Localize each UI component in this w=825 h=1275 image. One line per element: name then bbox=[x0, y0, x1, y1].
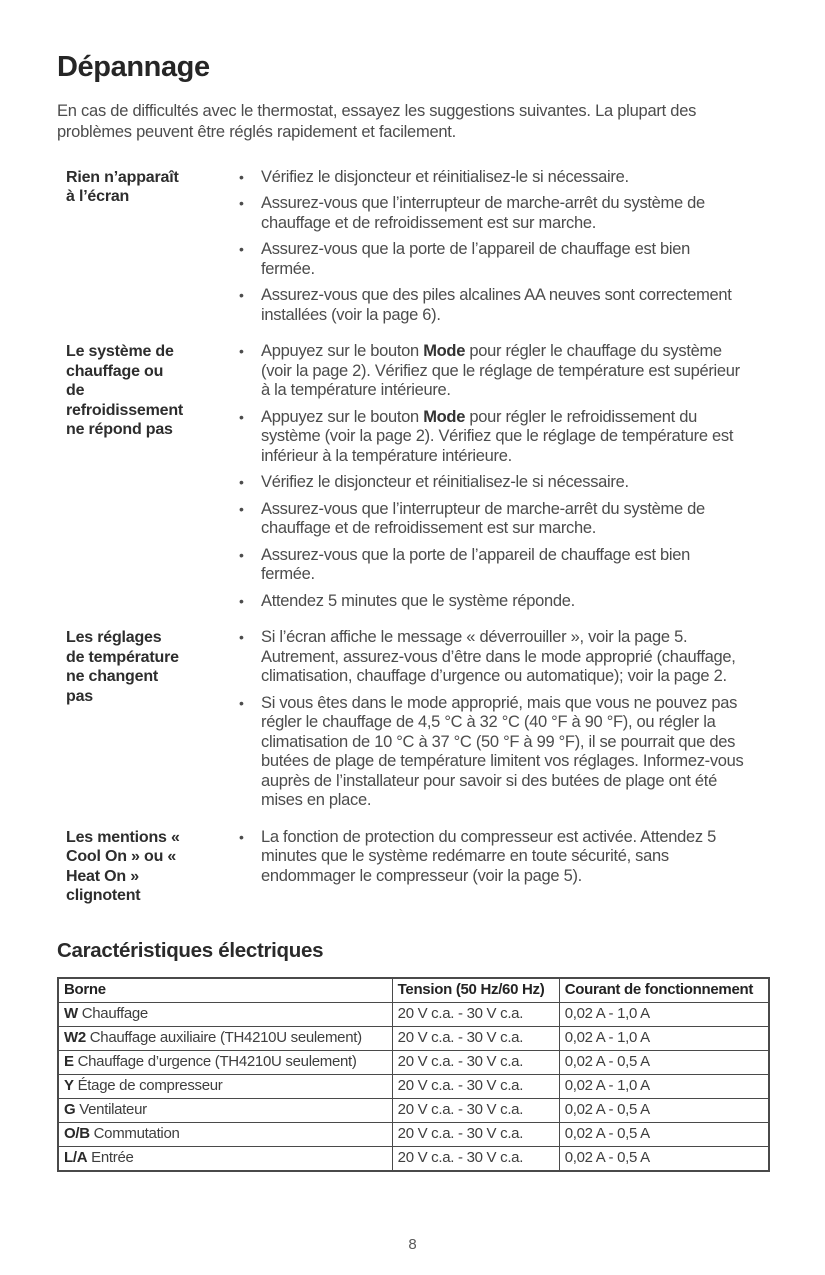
column-header: Courant de fonctionnement bbox=[559, 978, 769, 1003]
cell-borne: W Chauffage bbox=[58, 1002, 392, 1026]
bullet-text: Vérifiez le disjoncteur et réinitialisez-le si nécessaire. bbox=[261, 167, 629, 186]
bullet-item bbox=[237, 694, 744, 811]
electrical-table-body bbox=[58, 1002, 769, 1171]
cell-tension: 20 V c.a. - 30 V c.a. bbox=[392, 1050, 559, 1074]
table-row bbox=[58, 1002, 769, 1026]
bullet-text: Si l’écran affiche le message « déverrouiller », voir la page 5. Autrement, assurez-vous d’être dans le mode approprié (chauffage, climatisation, chauffage d’urgence ou automatique); voir la page 2. bbox=[261, 628, 736, 685]
bullet-text: Si vous êtes dans le mode approprié, mais que vous ne pouvez pas régler le chauffage de 4,5 °C à 32 °C (40 °F à 90 °F), ou régler la climatisation de 10 °C à 37 °C (50 °F à 99 °F), il se pourrait que des butées de plage de température limitent vos réglages. Informez-vous auprès de l’installateur pour savoir si des butées de plage ont été mises en place. bbox=[261, 693, 744, 809]
bullet-item bbox=[237, 240, 744, 279]
bullet-dot: • bbox=[239, 500, 244, 517]
table-row bbox=[58, 1074, 769, 1098]
electrical-heading: Caractéristiques électriques bbox=[57, 938, 324, 962]
cell-tension: 20 V c.a. - 30 V c.a. bbox=[392, 1026, 559, 1050]
bullet-item bbox=[237, 342, 744, 401]
cell-courant: 0,02 A - 0,5 A bbox=[559, 1146, 769, 1171]
cell-borne: L/A Entrée bbox=[58, 1146, 392, 1171]
bullet-text: Appuyez sur le bouton Mode pour régler le chauffage du système (voir la page 2). Vérifiez que le réglage de température est supérieur à la température intérieure. bbox=[261, 342, 740, 399]
bullet-list bbox=[237, 828, 744, 906]
section-label: Les réglages de température ne changent pas bbox=[66, 629, 179, 705]
cell-courant: 0,02 A - 1,0 A bbox=[559, 1074, 769, 1098]
troubleshooting-section bbox=[57, 628, 770, 811]
bullet-text: Assurez-vous que l’interrupteur de marche-arrêt du système de chauffage et de refroidissement est sur marche. bbox=[261, 194, 705, 232]
bullet-text: Assurez-vous que la porte de l’appareil de chauffage est bien fermée. bbox=[261, 240, 691, 278]
bullet-text: Attendez 5 minutes que le système réponde. bbox=[261, 591, 575, 610]
cell-borne: Y Étage de compresseur bbox=[58, 1074, 392, 1098]
bullet-dot: • bbox=[239, 195, 244, 211]
bullet-dot: • bbox=[239, 168, 244, 185]
bullet-dot: • bbox=[239, 828, 244, 845]
bullet-text: Appuyez sur le bouton Mode pour régler le refroidissement du système (voir la page 2). Vérifiez que le réglage de température est inférieur à la température intérieure. bbox=[261, 407, 734, 465]
bullet-item bbox=[237, 500, 744, 539]
table-header-row bbox=[58, 978, 769, 1003]
electrical-table bbox=[57, 977, 770, 1172]
column-header: Tension (50 Hz/60 Hz) bbox=[392, 978, 559, 1003]
cell-borne: W2 Chauffage auxiliaire (TH4210U seulement) bbox=[58, 1026, 392, 1050]
cell-borne: G Ventilateur bbox=[58, 1098, 392, 1122]
bullet-item bbox=[237, 592, 744, 612]
bullet-dot: • bbox=[239, 592, 244, 609]
cell-courant: 0,02 A - 1,0 A bbox=[559, 1026, 769, 1050]
bullet-item bbox=[237, 194, 744, 233]
bullet-item bbox=[237, 546, 744, 585]
page-number: 8 bbox=[408, 1236, 417, 1253]
table-row bbox=[58, 1098, 769, 1122]
table-row bbox=[58, 1146, 769, 1171]
bullet-list bbox=[237, 168, 744, 326]
bullet-dot: • bbox=[239, 694, 244, 711]
bullet-dot: • bbox=[239, 241, 244, 257]
bullet-dot: • bbox=[239, 287, 244, 303]
page-title: Dépannage bbox=[57, 51, 210, 83]
troubleshooting-sections bbox=[57, 168, 770, 906]
bullet-item bbox=[237, 408, 744, 467]
cell-courant: 0,02 A - 1,0 A bbox=[559, 1002, 769, 1026]
cell-courant: 0,02 A - 0,5 A bbox=[559, 1122, 769, 1146]
bullet-text: La fonction de protection du compresseur est activée. Attendez 5 minutes que le système redémarre en toute sécurité, sans endommager le compresseur (voir la page 5). bbox=[261, 827, 717, 885]
table-row bbox=[58, 1026, 769, 1050]
intro-paragraph: En cas de difficultés avec le thermostat, essayez les suggestions suivantes. La plupart des problèmes peuvent être réglés rapidement et facilement. bbox=[57, 101, 697, 141]
bullet-item bbox=[237, 286, 744, 325]
bullet-text: Assurez-vous que l’interrupteur de marche-arrêt du système de chauffage et de refroidissement est sur marche. bbox=[261, 499, 705, 537]
cell-borne: O/B Commutation bbox=[58, 1122, 392, 1146]
section-label: Le système de chauffage ou de refroidissement ne répond pas bbox=[66, 343, 184, 438]
bullet-dot: • bbox=[239, 546, 244, 563]
troubleshooting-section bbox=[57, 168, 770, 326]
bullet-text: Assurez-vous que des piles alcalines AA neuves sont correctement installées (voir la page 6). bbox=[261, 286, 732, 324]
bullet-item bbox=[237, 168, 744, 188]
bullet-list bbox=[237, 342, 744, 611]
bullet-list bbox=[237, 628, 744, 811]
cell-tension: 20 V c.a. - 30 V c.a. bbox=[392, 1146, 559, 1171]
section-label: Les mentions « Cool On » ou « Heat On » clignotent bbox=[66, 828, 180, 904]
bullet-text: Assurez-vous que la porte de l’appareil de chauffage est bien fermée. bbox=[261, 545, 691, 583]
cell-tension: 20 V c.a. - 30 V c.a. bbox=[392, 1002, 559, 1026]
bullet-item bbox=[237, 473, 744, 493]
bullet-text: Vérifiez le disjoncteur et réinitialisez-le si nécessaire. bbox=[261, 473, 629, 491]
cell-tension: 20 V c.a. - 30 V c.a. bbox=[392, 1098, 559, 1122]
cell-courant: 0,02 A - 0,5 A bbox=[559, 1050, 769, 1074]
column-header: Borne bbox=[58, 978, 392, 1003]
bullet-dot: • bbox=[239, 343, 244, 359]
bullet-dot: • bbox=[239, 474, 244, 490]
section-label: Rien n’apparaît à l’écran bbox=[66, 168, 179, 205]
troubleshooting-section bbox=[57, 828, 770, 906]
cell-tension: 20 V c.a. - 30 V c.a. bbox=[392, 1122, 559, 1146]
bullet-dot: • bbox=[239, 629, 244, 645]
table-row bbox=[58, 1050, 769, 1074]
troubleshooting-section bbox=[57, 342, 770, 611]
bullet-dot: • bbox=[239, 408, 244, 425]
table-row bbox=[58, 1122, 769, 1146]
bullet-item bbox=[237, 628, 744, 687]
cell-borne: E Chauffage d’urgence (TH4210U seulement) bbox=[58, 1050, 392, 1074]
cell-courant: 0,02 A - 0,5 A bbox=[559, 1098, 769, 1122]
bullet-item bbox=[237, 828, 744, 887]
cell-tension: 20 V c.a. - 30 V c.a. bbox=[392, 1074, 559, 1098]
